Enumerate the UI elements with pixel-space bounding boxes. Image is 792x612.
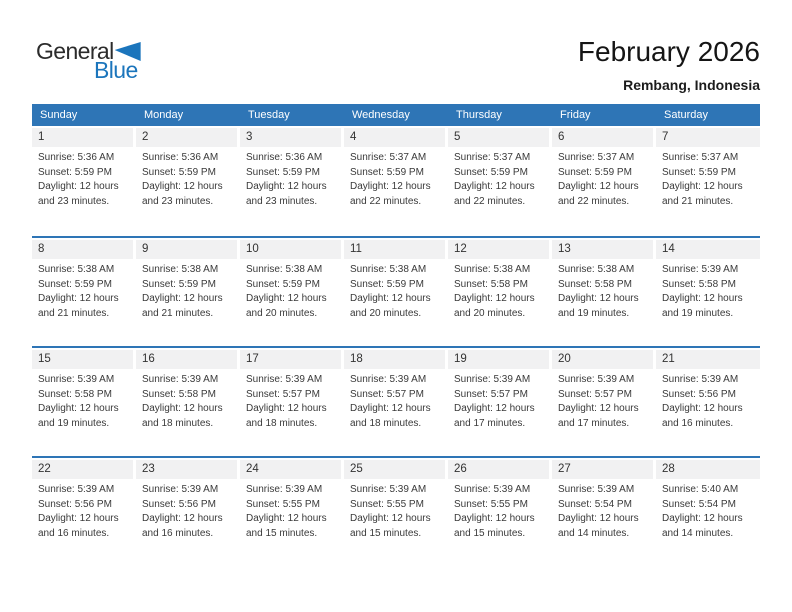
day-daylight2-text: and 15 minutes. <box>246 527 318 539</box>
day-sunset-text: Sunset: 5:59 PM <box>350 278 424 290</box>
day-cell-11 <box>344 238 448 346</box>
day-info <box>240 147 344 209</box>
day-daylight1-text: Daylight: 12 hours <box>142 181 223 192</box>
day-sunset-text: Sunset: 5:59 PM <box>246 166 320 178</box>
day-daylight2-text: and 14 minutes. <box>662 527 734 539</box>
day-cell-22 <box>32 458 136 566</box>
day-sunset-text: Sunset: 5:57 PM <box>350 388 424 400</box>
day-number: 15 <box>32 350 133 369</box>
day-cell-27 <box>552 458 656 566</box>
day-daylight1-text: Daylight: 12 hours <box>350 293 431 304</box>
day-daylight1-text: Daylight: 12 hours <box>142 293 223 304</box>
day-daylight1-text: Daylight: 12 hours <box>38 513 119 524</box>
day-sunset-text: Sunset: 5:56 PM <box>38 498 112 510</box>
day-cell-5 <box>448 126 552 236</box>
day-sunrise-text: Sunrise: 5:38 AM <box>558 264 635 275</box>
day-cell-2 <box>136 126 240 236</box>
day-info <box>656 259 760 321</box>
day-info <box>448 259 552 321</box>
day-daylight1-text: Daylight: 12 hours <box>246 513 327 524</box>
day-number: 12 <box>448 240 549 259</box>
day-sunrise-text: Sunrise: 5:40 AM <box>662 484 739 495</box>
day-sunset-text: Sunset: 5:59 PM <box>38 278 112 290</box>
logo-text-general: General <box>36 38 114 64</box>
day-info <box>656 147 760 209</box>
day-daylight2-text: and 14 minutes. <box>558 527 630 539</box>
day-sunrise-text: Sunrise: 5:39 AM <box>350 484 427 495</box>
day-info <box>136 369 240 431</box>
day-daylight2-text: and 17 minutes. <box>558 417 630 429</box>
day-number: 8 <box>32 240 133 259</box>
day-number: 20 <box>552 350 653 369</box>
day-info <box>32 479 136 541</box>
day-daylight1-text: Daylight: 12 hours <box>350 403 431 414</box>
day-daylight2-text: and 18 minutes. <box>350 417 422 429</box>
day-cell-9 <box>136 238 240 346</box>
day-sunset-text: Sunset: 5:57 PM <box>454 388 528 400</box>
day-daylight2-text: and 23 minutes. <box>246 195 318 207</box>
day-number: 11 <box>344 240 445 259</box>
day-daylight2-text: and 21 minutes. <box>142 307 214 319</box>
day-info <box>656 479 760 541</box>
day-sunset-text: Sunset: 5:59 PM <box>142 278 216 290</box>
day-sunrise-text: Sunrise: 5:38 AM <box>142 264 219 275</box>
day-daylight2-text: and 20 minutes. <box>350 307 422 319</box>
day-daylight2-text: and 20 minutes. <box>454 307 526 319</box>
day-number: 18 <box>344 350 445 369</box>
day-sunset-text: Sunset: 5:55 PM <box>246 498 320 510</box>
day-cell-4 <box>344 126 448 236</box>
day-sunrise-text: Sunrise: 5:38 AM <box>38 264 115 275</box>
day-daylight2-text: and 18 minutes. <box>142 417 214 429</box>
day-daylight1-text: Daylight: 12 hours <box>454 513 535 524</box>
day-cell-1 <box>32 126 136 236</box>
day-daylight1-text: Daylight: 12 hours <box>38 403 119 414</box>
day-daylight1-text: Daylight: 12 hours <box>142 403 223 414</box>
day-number: 26 <box>448 460 549 479</box>
day-number: 9 <box>136 240 237 259</box>
day-number: 21 <box>656 350 760 369</box>
day-info <box>240 479 344 541</box>
day-cell-13 <box>552 238 656 346</box>
day-daylight2-text: and 16 minutes. <box>142 527 214 539</box>
day-daylight2-text: and 22 minutes. <box>558 195 630 207</box>
week-row-1 <box>32 126 760 236</box>
day-sunset-text: Sunset: 5:58 PM <box>142 388 216 400</box>
day-cell-18 <box>344 348 448 456</box>
day-daylight1-text: Daylight: 12 hours <box>454 293 535 304</box>
day-sunset-text: Sunset: 5:58 PM <box>38 388 112 400</box>
day-number: 6 <box>552 128 653 147</box>
day-number: 7 <box>656 128 760 147</box>
day-daylight1-text: Daylight: 12 hours <box>662 293 743 304</box>
day-info <box>32 369 136 431</box>
weekday-header-wednesday: Wednesday <box>352 109 410 121</box>
general-blue-logo <box>36 40 141 82</box>
day-cell-17 <box>240 348 344 456</box>
day-daylight2-text: and 19 minutes. <box>662 307 734 319</box>
day-sunset-text: Sunset: 5:56 PM <box>142 498 216 510</box>
day-sunset-text: Sunset: 5:54 PM <box>662 498 736 510</box>
day-daylight2-text: and 22 minutes. <box>350 195 422 207</box>
day-number: 5 <box>448 128 549 147</box>
day-daylight1-text: Daylight: 12 hours <box>142 513 223 524</box>
day-daylight2-text: and 15 minutes. <box>350 527 422 539</box>
weekday-header-friday: Friday <box>560 109 591 121</box>
day-daylight2-text: and 17 minutes. <box>454 417 526 429</box>
day-daylight1-text: Daylight: 12 hours <box>558 181 639 192</box>
day-sunrise-text: Sunrise: 5:37 AM <box>558 152 635 163</box>
day-number: 17 <box>240 350 341 369</box>
day-daylight2-text: and 22 minutes. <box>454 195 526 207</box>
day-info <box>240 369 344 431</box>
day-cell-12 <box>448 238 552 346</box>
day-info <box>136 147 240 209</box>
day-sunset-text: Sunset: 5:59 PM <box>558 166 632 178</box>
day-info <box>448 479 552 541</box>
day-daylight2-text: and 15 minutes. <box>454 527 526 539</box>
day-sunset-text: Sunset: 5:59 PM <box>246 278 320 290</box>
day-number: 28 <box>656 460 760 479</box>
day-sunset-text: Sunset: 5:59 PM <box>38 166 112 178</box>
day-daylight1-text: Daylight: 12 hours <box>350 513 431 524</box>
day-cell-15 <box>32 348 136 456</box>
day-sunset-text: Sunset: 5:58 PM <box>454 278 528 290</box>
day-sunset-text: Sunset: 5:57 PM <box>246 388 320 400</box>
month-title: February 2026 <box>577 36 760 67</box>
weekday-header-saturday: Saturday <box>664 109 709 121</box>
day-sunset-text: Sunset: 5:59 PM <box>142 166 216 178</box>
day-daylight2-text: and 21 minutes. <box>662 195 734 207</box>
day-daylight1-text: Daylight: 12 hours <box>38 293 119 304</box>
day-number: 14 <box>656 240 760 259</box>
day-number: 16 <box>136 350 237 369</box>
weekday-header-monday: Monday <box>144 109 184 121</box>
day-daylight2-text: and 19 minutes. <box>558 307 630 319</box>
day-daylight1-text: Daylight: 12 hours <box>454 403 535 414</box>
day-sunrise-text: Sunrise: 5:37 AM <box>350 152 427 163</box>
day-sunset-text: Sunset: 5:54 PM <box>558 498 632 510</box>
day-daylight2-text: and 23 minutes. <box>38 195 110 207</box>
day-number: 19 <box>448 350 549 369</box>
day-sunrise-text: Sunrise: 5:39 AM <box>350 374 427 385</box>
day-daylight1-text: Daylight: 12 hours <box>246 403 327 414</box>
day-info <box>448 147 552 209</box>
day-cell-24 <box>240 458 344 566</box>
day-sunrise-text: Sunrise: 5:39 AM <box>558 484 635 495</box>
day-cell-28 <box>656 458 760 566</box>
day-cell-8 <box>32 238 136 346</box>
day-sunset-text: Sunset: 5:55 PM <box>454 498 528 510</box>
day-info <box>136 479 240 541</box>
day-sunrise-text: Sunrise: 5:36 AM <box>38 152 115 163</box>
day-cell-25 <box>344 458 448 566</box>
day-daylight2-text: and 20 minutes. <box>246 307 318 319</box>
day-cell-20 <box>552 348 656 456</box>
day-cell-6 <box>552 126 656 236</box>
logo-text-blue: Blue <box>94 57 138 83</box>
day-cell-7 <box>656 126 760 236</box>
day-cell-26 <box>448 458 552 566</box>
day-sunrise-text: Sunrise: 5:39 AM <box>662 374 739 385</box>
week-row-2 <box>32 236 760 346</box>
day-daylight1-text: Daylight: 12 hours <box>662 181 743 192</box>
day-number: 3 <box>240 128 341 147</box>
day-cell-19 <box>448 348 552 456</box>
day-number: 2 <box>136 128 237 147</box>
day-number: 13 <box>552 240 653 259</box>
day-daylight2-text: and 16 minutes. <box>38 527 110 539</box>
day-info <box>344 369 448 431</box>
day-daylight2-text: and 16 minutes. <box>662 417 734 429</box>
day-sunrise-text: Sunrise: 5:39 AM <box>558 374 635 385</box>
day-cell-10 <box>240 238 344 346</box>
week-row-3 <box>32 346 760 456</box>
day-sunrise-text: Sunrise: 5:39 AM <box>662 264 739 275</box>
day-number: 23 <box>136 460 237 479</box>
day-sunset-text: Sunset: 5:58 PM <box>558 278 632 290</box>
weekday-header-thursday: Thursday <box>456 109 502 121</box>
day-sunrise-text: Sunrise: 5:38 AM <box>246 264 323 275</box>
day-number: 25 <box>344 460 445 479</box>
day-sunrise-text: Sunrise: 5:36 AM <box>142 152 219 163</box>
day-sunrise-text: Sunrise: 5:38 AM <box>350 264 427 275</box>
day-sunrise-text: Sunrise: 5:39 AM <box>454 484 531 495</box>
day-sunrise-text: Sunrise: 5:39 AM <box>246 374 323 385</box>
day-info <box>552 479 656 541</box>
day-daylight1-text: Daylight: 12 hours <box>558 293 639 304</box>
day-daylight1-text: Daylight: 12 hours <box>558 513 639 524</box>
day-info <box>552 259 656 321</box>
day-sunrise-text: Sunrise: 5:39 AM <box>142 484 219 495</box>
day-sunrise-text: Sunrise: 5:37 AM <box>662 152 739 163</box>
day-number: 22 <box>32 460 133 479</box>
day-sunset-text: Sunset: 5:55 PM <box>350 498 424 510</box>
day-daylight1-text: Daylight: 12 hours <box>246 181 327 192</box>
day-sunrise-text: Sunrise: 5:38 AM <box>454 264 531 275</box>
day-sunrise-text: Sunrise: 5:39 AM <box>142 374 219 385</box>
weekday-header-sunday: Sunday <box>40 109 78 121</box>
day-sunset-text: Sunset: 5:59 PM <box>454 166 528 178</box>
weekday-header-tuesday: Tuesday <box>248 109 290 121</box>
day-info <box>552 147 656 209</box>
day-sunrise-text: Sunrise: 5:39 AM <box>38 484 115 495</box>
day-daylight1-text: Daylight: 12 hours <box>350 181 431 192</box>
day-daylight2-text: and 19 minutes. <box>38 417 110 429</box>
day-daylight1-text: Daylight: 12 hours <box>38 181 119 192</box>
day-daylight1-text: Daylight: 12 hours <box>454 181 535 192</box>
week-row-4 <box>32 456 760 566</box>
day-info <box>32 259 136 321</box>
day-sunrise-text: Sunrise: 5:39 AM <box>454 374 531 385</box>
day-info <box>344 147 448 209</box>
day-sunset-text: Sunset: 5:57 PM <box>558 388 632 400</box>
day-daylight2-text: and 21 minutes. <box>38 307 110 319</box>
day-sunrise-text: Sunrise: 5:39 AM <box>246 484 323 495</box>
day-daylight1-text: Daylight: 12 hours <box>558 403 639 414</box>
day-info <box>448 369 552 431</box>
location-subtitle: Rembang, Indonesia <box>623 77 760 93</box>
weekday-header-row <box>32 104 760 126</box>
day-daylight1-text: Daylight: 12 hours <box>246 293 327 304</box>
day-number: 27 <box>552 460 653 479</box>
day-daylight2-text: and 23 minutes. <box>142 195 214 207</box>
day-sunset-text: Sunset: 5:56 PM <box>662 388 736 400</box>
day-cell-21 <box>656 348 760 456</box>
day-info <box>552 369 656 431</box>
day-cell-14 <box>656 238 760 346</box>
day-sunset-text: Sunset: 5:58 PM <box>662 278 736 290</box>
day-info <box>136 259 240 321</box>
day-sunset-text: Sunset: 5:59 PM <box>350 166 424 178</box>
day-number: 10 <box>240 240 341 259</box>
day-sunrise-text: Sunrise: 5:39 AM <box>38 374 115 385</box>
day-daylight1-text: Daylight: 12 hours <box>662 513 743 524</box>
day-daylight2-text: and 18 minutes. <box>246 417 318 429</box>
calendar-grid <box>32 104 760 566</box>
day-info <box>656 369 760 431</box>
day-sunrise-text: Sunrise: 5:36 AM <box>246 152 323 163</box>
day-cell-16 <box>136 348 240 456</box>
day-info <box>344 259 448 321</box>
day-cell-3 <box>240 126 344 236</box>
title-block <box>578 36 760 93</box>
day-info <box>344 479 448 541</box>
weeks-container <box>32 126 760 566</box>
day-number: 4 <box>344 128 445 147</box>
day-cell-23 <box>136 458 240 566</box>
day-number: 24 <box>240 460 341 479</box>
day-sunrise-text: Sunrise: 5:37 AM <box>454 152 531 163</box>
day-number: 1 <box>32 128 133 147</box>
day-sunset-text: Sunset: 5:59 PM <box>662 166 736 178</box>
day-info <box>32 147 136 209</box>
day-daylight1-text: Daylight: 12 hours <box>662 403 743 414</box>
day-info <box>240 259 344 321</box>
